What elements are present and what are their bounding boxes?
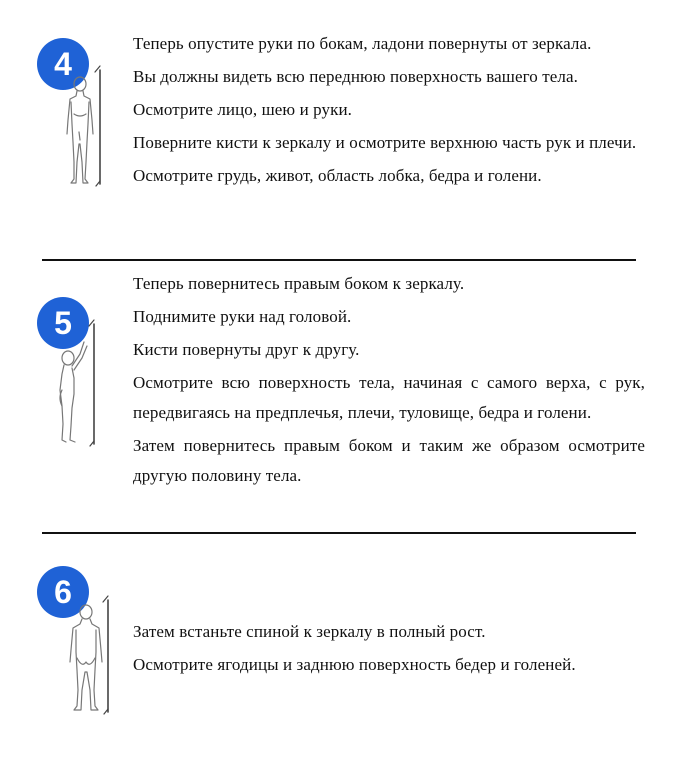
step-line: Осмотрите лицо, шею и руки. [133,100,353,119]
person-side-arms-up-icon [50,316,110,452]
person-front-mirror-icon [62,62,118,194]
step-number-badge: 4 [37,38,89,90]
step-number-badge: 6 [37,566,89,618]
section-divider [42,532,636,534]
step-line: Теперь повернитесь правым боком к зеркалу. [133,274,465,293]
step-line: Осмотрите всю поверхность тела, начиная с самого верха, с рук, передвигаясь на предплечья, плечи, туловище, бедра и голени. [133,373,645,422]
step-line: Вы должны видеть всю переднюю поверхность вашего тела. [133,67,578,86]
step-line: Кисти повернуты друг к другу. [133,340,360,359]
step-line: Поверните кисти к зеркалу и осмотрите верхнюю часть рук и плечи. [133,133,637,152]
step-line: Осмотрите грудь, живот, область лобка, бедра и голени. [133,166,542,185]
step-line: Теперь опустите руки по бокам, ладони повернуты от зеркала. [133,34,592,53]
step-line: Поднимите руки над головой. [133,307,352,326]
section-divider [42,259,636,261]
step-line: Осмотрите ягодицы и заднюю поверхность бедер и голеней. [133,655,576,674]
step-line: Затем встаньте спиной к зеркалу в полный рост. [133,622,486,641]
step-line: Затем повернитесь правым боком и таким же образом осмотрите другую половину тела. [133,436,645,485]
step-number-badge: 5 [37,297,89,349]
person-back-mirror-icon [60,592,120,720]
